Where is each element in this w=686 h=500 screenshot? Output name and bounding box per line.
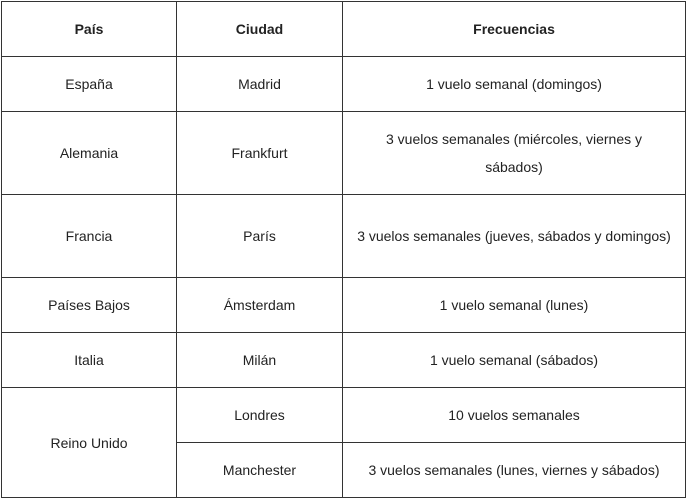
- cell-ciudad: Londres: [177, 388, 343, 443]
- cell-frecuencias: 3 vuelos semanales (lunes, viernes y sábados): [343, 443, 686, 498]
- column-header-pais: País: [2, 2, 177, 57]
- cell-ciudad: Manchester: [177, 443, 343, 498]
- cell-pais: Alemania: [2, 112, 177, 195]
- table-row: [2, 278, 686, 333]
- cell-ciudad: París: [177, 195, 343, 278]
- cell-ciudad: Milán: [177, 333, 343, 388]
- cell-frecuencias: 1 vuelo semanal (lunes): [343, 278, 686, 333]
- cell-frecuencias: 3 vuelos semanales (miércoles, viernes y sábados): [343, 112, 686, 195]
- cell-ciudad: Madrid: [177, 57, 343, 112]
- table-row: [2, 112, 686, 195]
- table-row: [2, 388, 686, 443]
- flight-frequency-table: [1, 1, 686, 498]
- table-row: [2, 333, 686, 388]
- cell-frecuencias: 10 vuelos semanales: [343, 388, 686, 443]
- table-row: [2, 195, 686, 278]
- table-row: [2, 57, 686, 112]
- cell-pais: España: [2, 57, 177, 112]
- cell-frecuencias: 1 vuelo semanal (domingos): [343, 57, 686, 112]
- column-header-ciudad: Ciudad: [177, 2, 343, 57]
- cell-ciudad: Ámsterdam: [177, 278, 343, 333]
- cell-pais: Italia: [2, 333, 177, 388]
- column-header-frecuencias: Frecuencias: [343, 2, 686, 57]
- cell-pais: Reino Unido: [2, 388, 177, 498]
- cell-ciudad: Frankfurt: [177, 112, 343, 195]
- cell-pais: Francia: [2, 195, 177, 278]
- table-header-row: [2, 2, 686, 57]
- cell-frecuencias: 1 vuelo semanal (sábados): [343, 333, 686, 388]
- cell-pais: Países Bajos: [2, 278, 177, 333]
- cell-frecuencias: 3 vuelos semanales (jueves, sábados y domingos): [343, 195, 686, 278]
